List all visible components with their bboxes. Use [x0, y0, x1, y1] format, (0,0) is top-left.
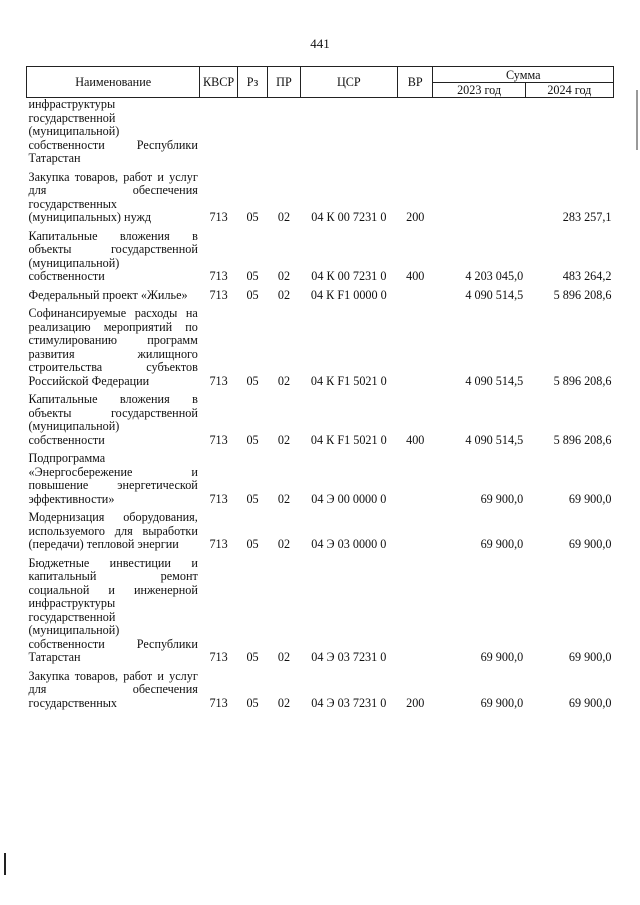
row-sum-2024: 69 900,0 — [568, 491, 612, 506]
table-row — [27, 552, 614, 665]
row-rz: 05 — [246, 210, 259, 224]
row-name: Федеральный проект «Жилье» — [28, 287, 188, 302]
table-row — [27, 388, 614, 447]
row-pr: 02 — [277, 287, 291, 302]
row-sum-2024: 5 896 208,6 — [553, 432, 612, 447]
table-body — [27, 98, 614, 711]
row-pr: 02 — [277, 491, 291, 506]
margin-mark — [4, 853, 6, 875]
row-pr: 02 — [277, 650, 291, 664]
row-name: Подпрограмма «Энергосбережение и повышение энергетической эффективности» — [28, 451, 198, 506]
table-row — [27, 225, 614, 284]
row-pr: 02 — [277, 373, 291, 388]
row-sum-2023: 4 090 514,5 — [465, 373, 524, 388]
row-vr — [398, 302, 433, 388]
row-sum-2023: 4 090 514,5 — [465, 432, 524, 447]
row-sum-2024: 5 896 208,6 — [553, 287, 612, 302]
row-sum-2023 — [433, 98, 525, 166]
header-sum: Сумма — [433, 67, 614, 83]
row-sum-2023: 69 900,0 — [480, 537, 524, 551]
row-vr — [398, 284, 433, 303]
row-pr: 02 — [277, 210, 291, 224]
row-sum-2024: 483 264,2 — [562, 269, 612, 283]
row-name: Модернизация оборудования, используемого для выработки (передачи) тепловой энергии — [28, 510, 198, 551]
row-name: Бюджетные инвестиции и капитальный ремонт социальной и инженерной инфраструктуры государственной (муниципальной) собственности Республики Татарстан — [28, 555, 198, 664]
row-kvsr: 713 — [209, 373, 228, 388]
row-sum-2024: 69 900,0 — [568, 650, 612, 664]
row-sum-2023: 4 090 514,5 — [465, 287, 524, 302]
table-row — [27, 665, 614, 711]
row-kvsr: 713 — [209, 432, 228, 447]
page-number: 441 — [310, 36, 330, 51]
header-pr: ПР — [268, 67, 300, 98]
row-sum-2023: 4 203 045,0 — [465, 269, 524, 283]
row-name: Капитальные вложения в объекты государственной (муниципальной) собственности — [28, 228, 198, 283]
row-csr: 04 Э 03 7231 0 — [311, 695, 387, 710]
header-kvsr: КВСР — [200, 67, 238, 98]
row-name: Софинансируемые расходы на реализацию мероприятий по стимулированию программ развития жилищного строительства субъектов Российской Федерации — [28, 306, 198, 388]
row-sum-2023: 69 900,0 — [480, 695, 524, 710]
row-csr: 04 К F1 0000 0 — [310, 287, 387, 302]
row-csr: 04 Э 03 0000 0 — [311, 537, 387, 551]
row-rz: 05 — [246, 650, 259, 664]
row-sum-2024: 283 257,1 — [562, 210, 612, 224]
row-name: Капитальные вложения в объекты государственной (муниципальной) собственности — [28, 392, 198, 447]
row-rz: 05 — [246, 432, 259, 447]
row-vr: 400 — [406, 269, 425, 283]
table-row — [27, 284, 614, 303]
row-rz: 05 — [246, 537, 259, 551]
table-row — [27, 506, 614, 552]
table-row — [27, 447, 614, 506]
row-rz: 05 — [246, 491, 259, 506]
row-sum-2023: 69 900,0 — [480, 491, 524, 506]
row-pr: 02 — [277, 269, 291, 283]
header-rz: Рз — [237, 67, 267, 98]
row-rz: 05 — [246, 287, 259, 302]
row-sum-2023 — [433, 166, 525, 225]
row-rz — [237, 98, 267, 166]
row-pr: 02 — [277, 537, 291, 551]
row-vr: 200 — [406, 695, 425, 710]
row-vr — [398, 552, 433, 665]
row-vr: 200 — [406, 210, 425, 224]
budget-table — [26, 66, 614, 710]
header-name: Наименование — [27, 67, 200, 98]
row-sum-2023: 69 900,0 — [480, 650, 524, 664]
table-row — [27, 302, 614, 388]
row-csr: 04 К 00 7231 0 — [311, 269, 387, 283]
row-rz: 05 — [246, 695, 259, 710]
row-sum-2024 — [525, 98, 613, 166]
row-vr — [398, 506, 433, 552]
row-kvsr: 713 — [209, 537, 228, 551]
row-pr: 02 — [277, 695, 291, 710]
header-vr: ВР — [398, 67, 433, 98]
row-kvsr — [200, 98, 238, 166]
row-kvsr: 713 — [209, 695, 228, 710]
row-csr: 04 Э 03 7231 0 — [311, 650, 387, 664]
table-header — [27, 67, 614, 98]
row-pr: 02 — [277, 432, 291, 447]
row-sum-2024: 69 900,0 — [568, 695, 612, 710]
row-kvsr: 713 — [209, 287, 228, 302]
row-csr: 04 К F1 5021 0 — [310, 432, 387, 447]
row-kvsr: 713 — [209, 491, 228, 506]
row-vr: 400 — [406, 432, 425, 447]
row-kvsr: 713 — [209, 210, 228, 224]
table-row — [27, 166, 614, 225]
row-sum-2024: 69 900,0 — [568, 537, 612, 551]
row-kvsr: 713 — [209, 650, 228, 664]
row-csr — [300, 98, 397, 166]
header-year-2023: 2023 год — [433, 83, 525, 98]
header-year-2024: 2024 год — [525, 83, 613, 98]
row-vr — [398, 98, 433, 166]
row-vr — [398, 447, 433, 506]
row-rz: 05 — [246, 269, 259, 283]
row-name: Закупка товаров, работ и услуг для обеспечения государственных (муниципальных) нужд — [28, 169, 198, 224]
row-pr — [268, 98, 300, 166]
header-csr: ЦСР — [300, 67, 397, 98]
row-sum-2024: 5 896 208,6 — [553, 373, 612, 388]
row-name: инфраструктуры государственной (муниципальной) собственности Республики Татарстан — [28, 97, 198, 165]
margin-mark — [636, 90, 638, 150]
row-csr: 04 К 00 7231 0 — [311, 210, 387, 224]
row-csr: 04 Э 00 0000 0 — [311, 491, 387, 506]
row-name: Закупка товаров, работ и услуг для обеспечения государственных — [28, 668, 198, 710]
row-rz: 05 — [246, 373, 259, 388]
row-csr: 04 К F1 5021 0 — [310, 373, 387, 388]
table-row — [27, 98, 614, 166]
row-kvsr: 713 — [209, 269, 228, 283]
